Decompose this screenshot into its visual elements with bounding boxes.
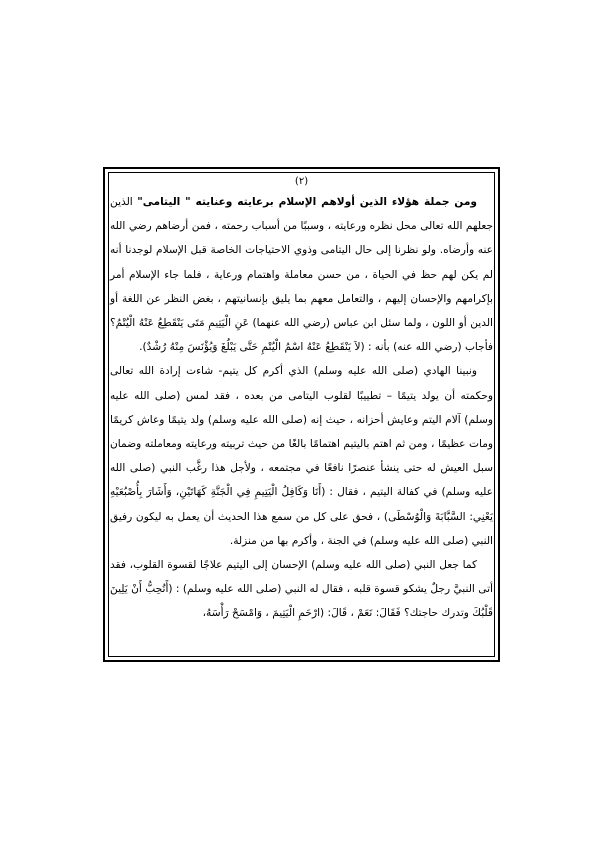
page-number: (٢)	[294, 176, 309, 187]
paragraph-1	[110, 190, 493, 359]
document-body	[110, 176, 493, 626]
paragraph-2-text: ونبينا الهادي (صلى الله عليه وسلم) الذي أكرم كل يتيم- شاءت إرادة الله تعالى وحكمته أن يولد يتيمًا – تطييبًا لقلوب اليتامى من بعده ، فقد لمس (صلى الله عليه وسلم) آلام اليتم وعايش أحزانه ، حيث إنه (صلى الله عليه وسلم) ولد يتيمًا وعاش كريمًا ومات عظيمًا ، ومن ثم اهتم باليتيم اهتمامًا بالغًا من حيث تربيته ورعايته ومعاملته وضمان سبل العيش له حتى ينشأ عنصرًا نافعًا في مجتمعه ، ولأجل هذا رغَّب النبي (صلى الله عليه وسلم) في كفالة اليتيم ، فقال : (أَنَا وَكَافِلُ الْيَتِيمِ فِي الْجَنَّةِ كَهَاتَيْنِ، وَأَشَارَ بِأُصْبُعَيْهِ يَعْنِي: السَّبَّابَةَ وَالْوُسْطَى) ، فحق على كل من سمع هذا الحديث أن يعمل به ليكون رفيق النبي (صلى الله عليه وسلم) في الجنة ، وأكرم بها من منزلة.	[110, 365, 493, 547]
paragraph-2	[110, 359, 493, 553]
paragraph-3	[110, 553, 493, 626]
paragraph-3-text: كما جعل النبي (صلى الله عليه وسلم) الإحسان إلى اليتيم علاجًا لقسوة القلوب، فقد أتى النبيَّ رجلٌ يشكو قسوة قلبه ، فقال له النبي (صلى الله عليه وسلم) : (أَتُحِبُّ أَنْ يَلِينَ قَلْبُكَ وتدرك حاجتك؟ فَقَالَ: نَعَمْ ، قَالَ: (ارْحَمِ الْيَتِيمَ ، وَامْسَحْ رَأْسَهُ،	[110, 559, 493, 620]
paragraph-1-text: الذين جعلهم الله تعالى محل نظره ورعايته ، وسببًا من أسباب رحمته ، فمن أرضاهم رضي الله عنه وأرضاه. ولو نظرنا إلى حال اليتامى وذوي الاحتياجات الخاصة قبل الإسلام لوجدنا أنه لم يكن لهم حظ في الحياة ، من حسن معاملة واهتمام ورعاية ، فلما جاء الإسلام أمر بإكرامهم والإحسان إليهم ، والتعامل معهم بما يليق بإنسانيتهم ، بغض النظر عن اللغة أو الدين أو اللون ، ولما سئل ابن عباس (رضي الله عنهما) عَنِ الْيَتِيمِ مَتَى يَنْقَطِعُ عَنْهُ الْيُتْمُ؟ فأجاب (رضي الله عنه) بأنه : (لاَ يَنْقَطِعُ عَنْهُ اسْمُ الْيُتْمِ حَتَّى يَبْلُغَ وَيُؤْنَسَ مِنْهُ رُشْدٌ).	[110, 196, 493, 354]
paragraph-1-lead: ومن جملة هؤلاء الذين أولاهم الإسلام برعايته وعنايته " اليتامى"	[137, 196, 477, 208]
